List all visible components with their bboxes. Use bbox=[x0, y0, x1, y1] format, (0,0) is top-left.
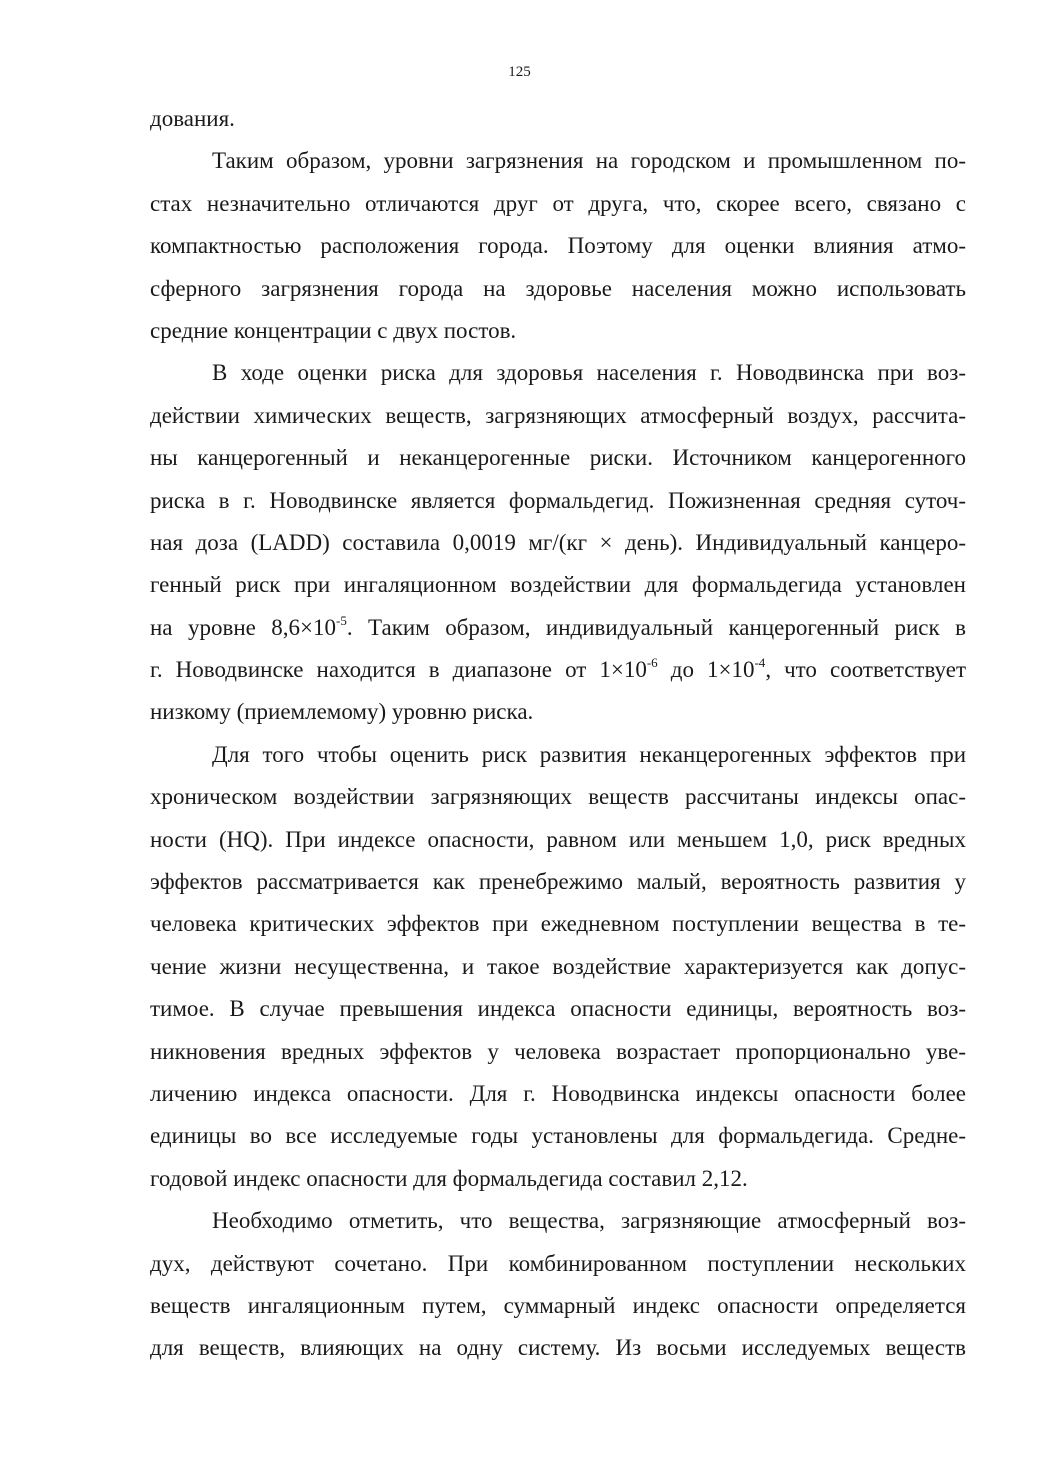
text-segment: г. Новодвинске находится в диапазоне от 1×10 bbox=[150, 657, 647, 683]
text-line bbox=[150, 1073, 966, 1115]
text-line bbox=[150, 140, 966, 182]
text-segment: компактностью расположения города. Поэтому для оценки влияния атмо- bbox=[150, 233, 966, 259]
text-segment: Для того чтобы оценить риск развития неканцерогенных эффектов при bbox=[212, 741, 966, 767]
text-line bbox=[150, 988, 966, 1030]
text-segment: хроническом воздействии загрязняющих веществ рассчитаны индексы опас- bbox=[150, 784, 966, 810]
text-segment: чение жизни несущественна, и такое воздействие характеризуется как допус- bbox=[150, 953, 966, 979]
text-line bbox=[150, 861, 966, 903]
text-segment: ности (HQ). При индексе опасности, равном или меньшем 1,0, риск вредных bbox=[150, 826, 966, 852]
text-line bbox=[150, 903, 966, 945]
text-segment: , что соответствует bbox=[765, 657, 966, 683]
paragraph bbox=[150, 98, 966, 140]
text-segment: личению индекса опасности. Для г. Новодвинска индексы опасности более bbox=[150, 1080, 966, 1106]
text-line bbox=[150, 183, 966, 225]
page-number: 125 bbox=[508, 64, 531, 80]
text-line bbox=[150, 1327, 966, 1369]
text-line bbox=[150, 1200, 966, 1242]
text-line bbox=[150, 268, 966, 310]
text-segment: на уровне 8,6×10 bbox=[150, 614, 337, 640]
text-segment: стах незначительно отличаются друг от друга, что, скорее всего, связано с bbox=[150, 190, 966, 216]
text-segment: до 1×10 bbox=[657, 657, 755, 683]
text-segment: В ходе оценки риска для здоровья населения г. Новодвинска при воз- bbox=[212, 360, 966, 386]
exponent: -6 bbox=[646, 655, 658, 671]
paragraph bbox=[150, 1200, 966, 1370]
text-segment: для веществ, влияющих на одну систему. Из восьми исследуемых веществ bbox=[150, 1335, 966, 1361]
text-segment: тимое. В случае превышения индекса опасности единицы, вероятность воз- bbox=[150, 996, 966, 1022]
text-segment: Необходимо отметить, что вещества, загрязняющие атмосферный воз- bbox=[212, 1208, 966, 1234]
exponent: -4 bbox=[754, 655, 766, 671]
text-line bbox=[150, 691, 966, 733]
text-segment: генный риск при ингаляционном воздействии для формальдегида установлен bbox=[150, 572, 966, 598]
text-segment: дования. bbox=[150, 106, 235, 131]
text-segment: сферного загрязнения города на здоровье населения можно использовать bbox=[150, 275, 966, 301]
text-line bbox=[150, 225, 966, 267]
text-line bbox=[150, 1115, 966, 1157]
text-line bbox=[150, 437, 966, 479]
text-segment: действии химических веществ, загрязняющих атмосферный воздух, рассчита- bbox=[150, 402, 966, 428]
text-line bbox=[150, 1243, 966, 1285]
text-line bbox=[150, 734, 966, 776]
text-line bbox=[150, 564, 966, 606]
text-segment: средние концентрации с двух постов. bbox=[150, 317, 517, 343]
text-segment: . Таким образом, индивидуальный канцерогенный риск в bbox=[346, 614, 966, 640]
text-segment: единицы во все исследуемые годы установлены для формальдегида. Средне- bbox=[150, 1123, 966, 1149]
text-line bbox=[150, 1285, 966, 1327]
paragraph bbox=[150, 140, 966, 352]
text-line bbox=[150, 946, 966, 988]
text-line bbox=[150, 310, 966, 352]
paragraph bbox=[150, 734, 966, 1200]
text-segment: низкому (приемлемому) уровню риска. bbox=[150, 699, 534, 725]
text-line bbox=[150, 1031, 966, 1073]
text-line bbox=[150, 522, 966, 564]
text-segment: ны канцерогенный и неканцерогенные риски. Источником канцерогенного bbox=[150, 445, 966, 471]
text-segment: дух, действуют сочетано. При комбинированном поступлении нескольких bbox=[150, 1250, 966, 1276]
paragraph bbox=[150, 352, 966, 734]
text-segment: годовой индекс опасности для формальдегида составил 2,12. bbox=[150, 1165, 748, 1191]
text-line bbox=[150, 649, 966, 691]
text-segment: никновения вредных эффектов у человека возрастает пропорционально уве- bbox=[150, 1038, 966, 1064]
text-segment: Таким образом, уровни загрязнения на городском и промышленном по- bbox=[212, 148, 966, 174]
text-segment: человека критических эффектов при ежедневном поступлении вещества в те- bbox=[150, 911, 966, 937]
text-line bbox=[150, 480, 966, 522]
text-line bbox=[150, 98, 966, 140]
text-line bbox=[150, 607, 966, 649]
exponent: -5 bbox=[336, 612, 347, 628]
text-segment: ная доза (LADD) составила 0,0019 мг/(кг × день). Индивидуальный канцеро- bbox=[150, 529, 966, 555]
text-line bbox=[150, 395, 966, 437]
document-body bbox=[150, 98, 966, 1370]
text-segment: риска в г. Новодвинске является формальдегид. Пожизненная средняя суточ- bbox=[150, 487, 966, 513]
text-line bbox=[150, 352, 966, 394]
text-line bbox=[150, 819, 966, 861]
text-segment: веществ ингаляционным путем, суммарный индекс опасности определяется bbox=[150, 1292, 966, 1318]
text-line bbox=[150, 1158, 966, 1200]
text-segment: эффектов рассматривается как пренебрежимо малый, вероятность развития у bbox=[150, 869, 966, 895]
text-line bbox=[150, 776, 966, 818]
